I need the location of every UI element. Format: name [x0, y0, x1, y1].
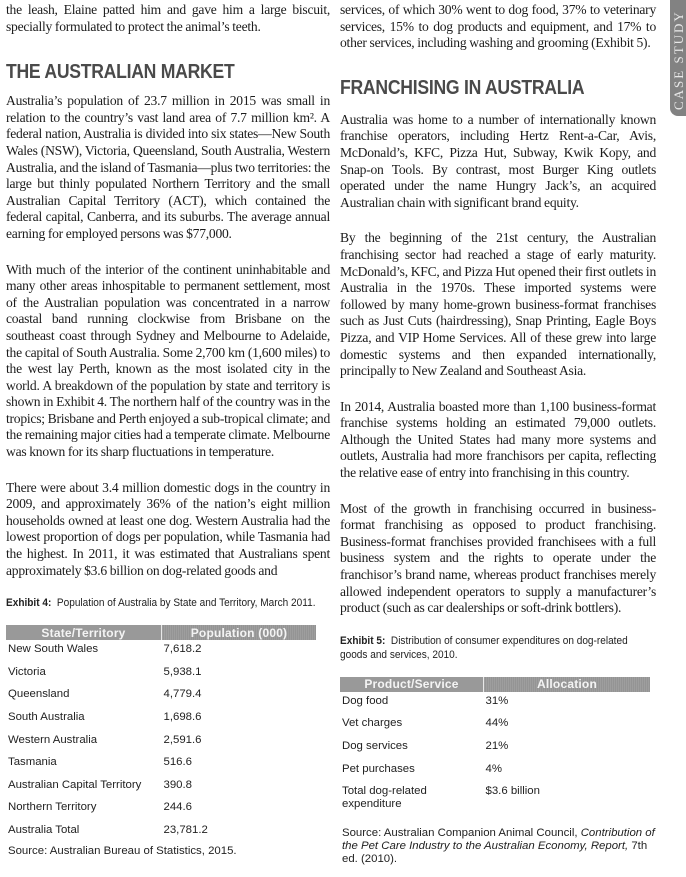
- table-row: [340, 692, 650, 715]
- exhibit5-title: Distribution of consumer expenditures on dog-related goods and services, 2010.: [340, 634, 628, 661]
- exhibit4-label: Exhibit 4:: [6, 597, 52, 610]
- state-name: Western Australia: [8, 733, 98, 746]
- paragraph-franchise-maturity: By the beginning of the 21st century, the Australian franchising sector had reached a stage of early maturity. McDonald’s, KFC, and Pizza Hut opened their first outlets in Australia in the 1970s. These imported systems were followed by many home-grown business-format franchises such as Just Cuts (hairdressing), Snap Printing, Eagle Boys Pizza, and VIP Home Services. All of these grew into large domestic systems and then expanded internationally, principally to New Zealand and Southeast Asia.: [340, 230, 656, 379]
- exhibit4-caption: [6, 596, 330, 610]
- table-row: [340, 760, 650, 783]
- table-row: [6, 663, 316, 686]
- table-row-total: [6, 821, 316, 844]
- exhibit5-table: [340, 677, 650, 815]
- case-study-side-tab: [670, 0, 686, 116]
- table-row: [6, 640, 316, 663]
- paragraph-dogs: There were about 3.4 million domestic dogs in the country in 2009, and approximately 36% of the nation’s eight million households owned at least one dog. Western Australia had the lowest proportion of dogs per population, while Tasmania had the highest. In 2011, it was estimated that Australians spent approximately $3.6 billion on dog-related goods and: [6, 479, 330, 578]
- table-row: [6, 753, 316, 776]
- allocation-value: 44%: [485, 717, 509, 730]
- paragraph-franchise-2014: In 2014, Australia boasted more than 1,100 business-format franchise systems holding an estimated 79,000 outlets. Although the United States had many more systems and outlets, Australia had more franchisors per capita, reflecting the relative ease of entry into franchising in this country.: [340, 398, 656, 481]
- allocation-value: 31%: [485, 694, 509, 707]
- allocation-value: 21%: [485, 740, 509, 752]
- allocation-value: 4%: [485, 762, 502, 775]
- paragraph-business-format: Most of the growth in franchising occurred in business-format franchising as opposed to product franchising. Business-format franchises provided franchisees with a full business system and the rights to operate under the franchisor’s brand name, whereas product franchises merely allowed independent operators to supply a manufacturer’s product (such as car dealerships or soft-drink bottlers).: [340, 500, 656, 616]
- paragraph-population: Australia’s population of 23.7 million in 2015 was small in relation to the country’s vast land area of 7.7 million km². A federal nation, Australia is divided into six states—New South Wales (NSW), Victoria, Queensland, South Australia, Western Australia, and the island of Tasmania—plus two territories: the large but thinly populated Northern Territory and the small Australian Capital Territory (ACT), which contained the federal capital, Canberra, and its suburbs. The average annual earning for employed persons was $77,000.: [6, 93, 330, 241]
- exhibit4-title: Population of Australia by State and Territory, March 2011.: [56, 597, 316, 610]
- population-value: 516.6: [163, 756, 193, 769]
- state-name: Australia Total: [8, 823, 80, 836]
- state-name: Australian Capital Territory: [8, 778, 142, 791]
- paragraph-geography: With much of the interior of the continent uninhabitable and many other areas inhospitable to permanent settlement, most of the Australian population was concentrated in a narrow coastal band running clockwise from Brisbane on the southeast coast through Sydney and Melbourne to Adelaide, the capital of South Australia. Some 2,700 km (1,600 miles) to the west lay Perth, known as the most isolated city in the world. A breakdown of the population by state and territory is shown in Exhibit 4. The northern half of the country was in the tropics; Brisbane and Perth enjoyed a sub-tropical climate; and the remaining major cities had a temperate climate. Melbourne was known for its sharp fluctuations in temperature.: [6, 261, 330, 460]
- intro-paragraph-right: services, of which 30% went to dog food, 37% to veterinary services, 15% to dog products and equipment, and 17% to other services, including washing and grooming (Exhibit 5).: [340, 2, 656, 51]
- exhibit5-header-product: Product/Service: [340, 677, 484, 692]
- exhibit5-source-title: Contribution of the Pet Care Industry to the Australian Economy, Report,: [342, 827, 655, 853]
- population-value: 7,618.2: [163, 643, 202, 656]
- state-name: Tasmania: [8, 756, 57, 769]
- product-name: Dog food: [342, 694, 389, 707]
- exhibit4-header-state: State/Territory: [6, 625, 162, 640]
- exhibit4-header-row: [6, 625, 316, 640]
- table-row: [6, 708, 316, 731]
- state-name: Queensland: [8, 688, 70, 701]
- exhibit5-source: [340, 827, 656, 866]
- table-row: [6, 731, 316, 754]
- state-name: New South Wales: [8, 643, 99, 656]
- table-row: [6, 776, 316, 799]
- paragraph-franchise-operators: Australia was home to a number of internationally known franchise operators, including Hertz Rent-a-Car, Avis, McDonald’s, KFC, Pizza Hut, Subway, Kwik Kopy, and Snap-on Tools. By contrast, most Burger King outlets operated under the name Hungry Jack’s, an acquired Australian chain with significant brand equity.: [340, 111, 656, 210]
- population-value: 4,779.4: [163, 688, 202, 701]
- product-name: Pet purchases: [342, 762, 415, 775]
- population-value: 390.8: [163, 778, 193, 791]
- exhibit5-header-row: [340, 677, 650, 692]
- section-heading-franchising: FRANCHISING IN AUSTRALIA: [340, 76, 585, 99]
- exhibit4-header-population: Population (000): [162, 625, 317, 640]
- population-value: 244.6: [163, 801, 193, 814]
- population-value: 1,698.6: [163, 711, 202, 723]
- table-row: [6, 798, 316, 821]
- table-row-total: [340, 782, 650, 815]
- table-row: [340, 737, 650, 760]
- state-name: South Australia: [8, 711, 85, 723]
- table-row: [340, 714, 650, 737]
- product-name: Dog services: [342, 740, 408, 752]
- exhibit4-table: [6, 625, 316, 843]
- right-column: [340, 0, 656, 866]
- table-row: [6, 685, 316, 708]
- section-heading-australian-market: THE AUSTRALIAN MARKET: [6, 61, 235, 84]
- exhibit4-source: Source: Australian Bureau of Statistics, 2015.: [8, 844, 237, 857]
- population-value: 5,938.1: [163, 665, 202, 678]
- intro-paragraph-left: the leash, Elaine patted him and gave him a large biscuit, specially formulated to protect the animal’s teeth.: [6, 2, 330, 34]
- exhibit5-source-suffix: 7th ed. (2010).: [342, 840, 648, 866]
- product-name: Vet charges: [342, 717, 403, 730]
- exhibit5-caption: [340, 634, 656, 662]
- exhibit5-source-prefix: Source: Australian Companion Animal Council,: [342, 827, 581, 840]
- side-tab-label: CASE STUDY: [671, 10, 686, 110]
- state-name: Northern Territory: [8, 801, 97, 814]
- allocation-value: $3.6 billion: [485, 785, 540, 798]
- population-value: 23,781.2: [163, 823, 208, 836]
- exhibit5-label: Exhibit 5:: [340, 634, 386, 647]
- left-column: [6, 0, 330, 858]
- exhibit5-header-allocation: Allocation: [484, 677, 651, 692]
- state-name: Victoria: [8, 665, 46, 678]
- population-value: 2,591.6: [163, 733, 202, 746]
- product-name: Total dog-related expenditure: [342, 785, 427, 811]
